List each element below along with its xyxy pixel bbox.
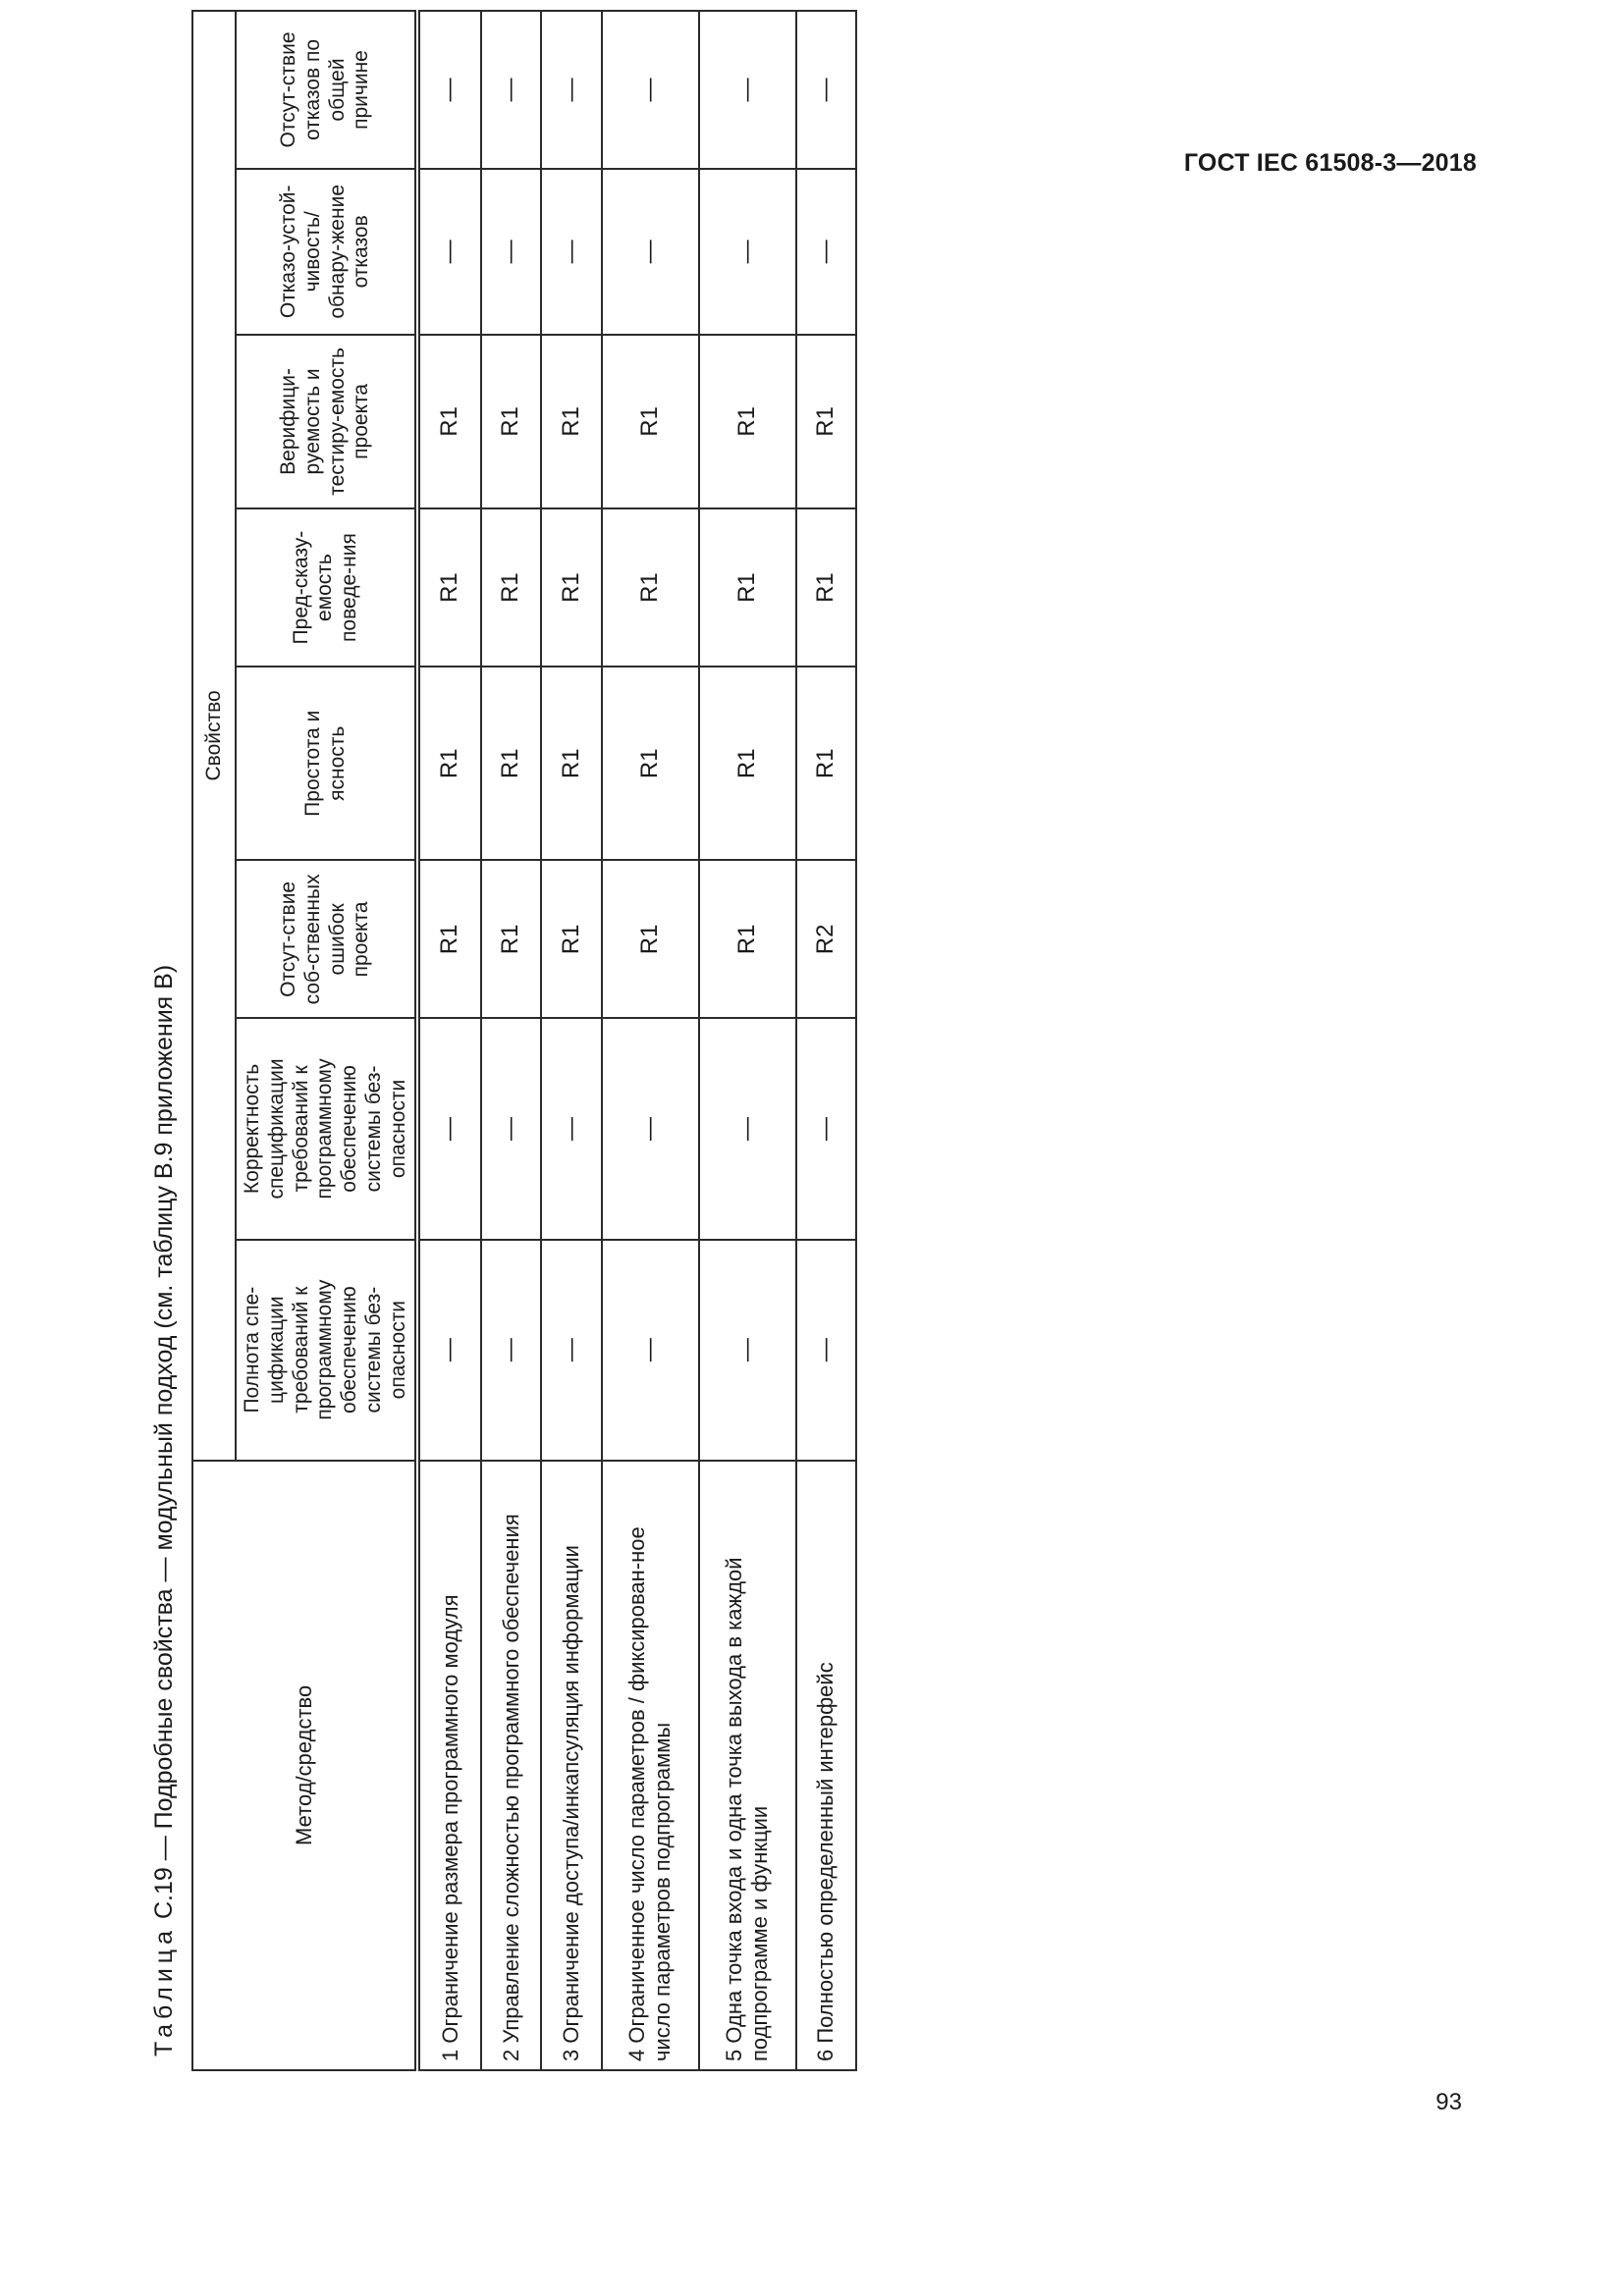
value-cell: —	[541, 169, 601, 335]
value-cell: —	[417, 1240, 481, 1461]
value-cell: —	[417, 1018, 481, 1239]
method-cell: 3 Ограничение доступа/инкапсуляция информации	[541, 1461, 601, 2070]
table-body	[417, 11, 856, 2070]
value-cell: R1	[602, 667, 699, 860]
table-row	[699, 11, 796, 2070]
value-cell: —	[796, 169, 856, 335]
value-cell: R2	[796, 860, 856, 1018]
value-cell: R1	[699, 860, 796, 1018]
value-cell: —	[699, 1018, 796, 1239]
value-cell: R1	[541, 667, 601, 860]
table-caption-label: Таблица	[150, 1925, 178, 2056]
method-cell: 5 Одна точка входа и одна точка выхода в каждой подпрограмме и функции	[699, 1461, 796, 2070]
value-cell: —	[541, 1240, 601, 1461]
value-cell: R1	[796, 335, 856, 509]
column-header: Отсут-ствие соб-ственных ошибок проекта	[236, 860, 417, 1018]
value-cell: —	[602, 11, 699, 169]
value-cell: —	[541, 11, 601, 169]
value-cell: R1	[481, 335, 541, 509]
value-cell: —	[602, 169, 699, 335]
column-header: Простота и ясность	[236, 667, 417, 860]
value-cell: R1	[602, 860, 699, 1018]
column-header: Корректность спецификации требований к программному обеспечению системы без-опасности	[236, 1018, 417, 1239]
column-header: Полнота спе-цификации требований к программному обеспечению системы без-опасности	[236, 1240, 417, 1461]
value-cell: —	[699, 169, 796, 335]
value-cell: R1	[699, 667, 796, 860]
value-cell: R1	[417, 508, 481, 667]
table-row	[602, 11, 699, 2070]
value-cell: R1	[481, 860, 541, 1018]
value-cell: —	[699, 1240, 796, 1461]
value-cell: —	[796, 1018, 856, 1239]
value-cell: R1	[417, 667, 481, 860]
method-column-header: Метод/средство	[192, 1461, 417, 2070]
table-row	[541, 11, 601, 2070]
value-cell: R1	[417, 335, 481, 509]
value-cell: R1	[417, 860, 481, 1018]
document-standard-header: ГОСТ IEC 61508-3—2018	[1183, 149, 1477, 177]
value-cell: —	[481, 11, 541, 169]
value-cell: —	[699, 11, 796, 169]
table-caption-text: С.19 — Подробные свойства — модульный подход (см. таблицу В.9 приложения В)	[150, 964, 178, 1926]
rotated-table-block	[142, 0, 869, 2071]
column-header: Отсут-ствие отказов по общей причине	[236, 11, 417, 169]
method-cell: 4 Ограниченное число параметров / фиксирован-ное число параметров подпрограммы	[602, 1461, 699, 2070]
value-cell: R1	[796, 508, 856, 667]
value-cell: —	[481, 1018, 541, 1239]
value-cell: —	[481, 1240, 541, 1461]
value-cell: R1	[796, 667, 856, 860]
table-row	[796, 11, 856, 2070]
method-cell: 1 Ограничение размера программного модуля	[417, 1461, 481, 2070]
value-cell: R1	[602, 335, 699, 509]
value-cell: —	[602, 1018, 699, 1239]
table-row	[481, 11, 541, 2070]
method-cell: 6 Полностью определенный интерфейс	[796, 1461, 856, 2070]
column-header: Верифици-руемость и тестиру-емость проекта	[236, 335, 417, 509]
value-cell: R1	[481, 508, 541, 667]
value-cell: R1	[699, 508, 796, 667]
value-cell: —	[417, 169, 481, 335]
value-cell: R1	[541, 508, 601, 667]
value-cell: R1	[481, 667, 541, 860]
value-cell: —	[602, 1240, 699, 1461]
value-cell: —	[541, 1018, 601, 1239]
page-number: 93	[1435, 2089, 1462, 2115]
value-cell: —	[481, 169, 541, 335]
column-header: Отказо-устой-чивость/ обнару-жение отказов	[236, 169, 417, 335]
value-cell: R1	[602, 508, 699, 667]
value-cell: R1	[541, 335, 601, 509]
table-caption	[150, 965, 179, 2056]
value-cell: —	[796, 11, 856, 169]
property-group-header: Свойство	[192, 11, 236, 1461]
column-header: Пред-сказу-емость поведе-ния	[236, 508, 417, 667]
value-cell: R1	[541, 860, 601, 1018]
value-cell: —	[417, 11, 481, 169]
table-row	[417, 11, 481, 2070]
method-cell: 2 Управление сложностью программного обеспечения	[481, 1461, 541, 2070]
properties-table	[191, 10, 857, 2071]
value-cell: R1	[699, 335, 796, 509]
value-cell: —	[796, 1240, 856, 1461]
